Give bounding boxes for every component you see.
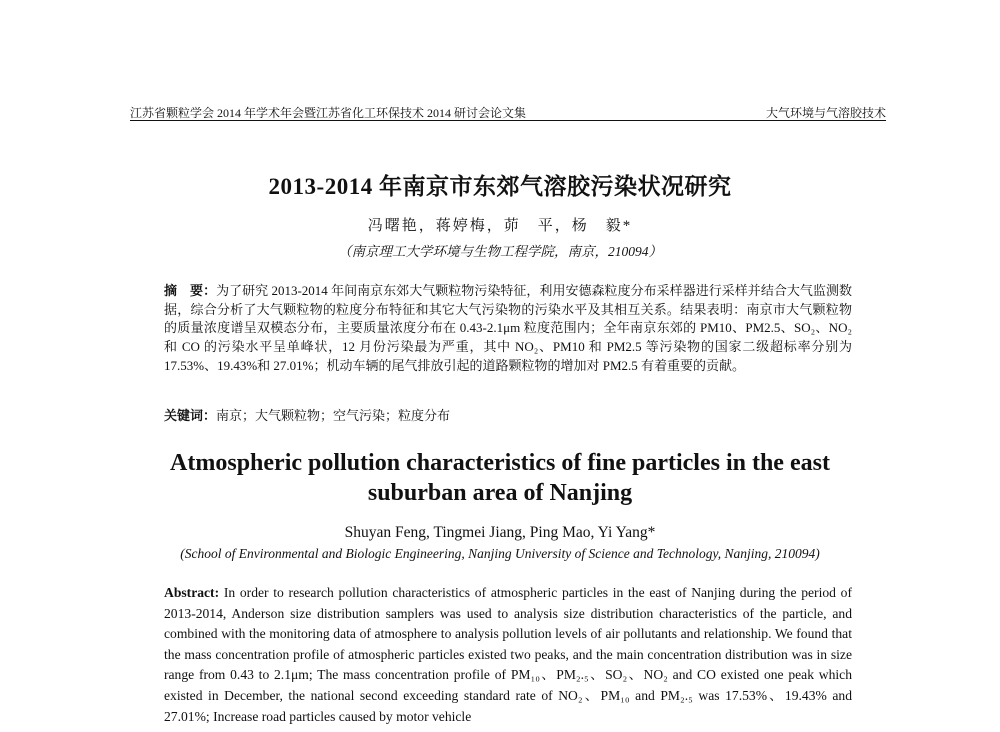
authors-english: Shuyan Feng, Tingmei Jiang, Ping Mao, Yi Yang* [344,524,656,541]
abstract-chinese [164,282,852,376]
keywords-chinese-text: 南京；大气颗粒物；空气污染；粒度分布 [216,408,451,423]
keywords-chinese-label: 关键词： [164,408,217,423]
running-header [130,101,886,119]
authors-chinese: 冯曙艳，蒋婷梅，茆 平，杨 毅* [367,218,633,234]
abstract-chinese-label: 摘 要： [164,283,217,298]
header-rule [130,120,886,121]
header-section: 大气环境与气溶胶技术 [765,106,886,120]
abstract-chinese-text: 为了研究 2013-2014 年间南京东郊大气颗粒物污染特征，利用安德森粒度分布采样器进行采样并结合大气监测数据，综合分析了大气颗粒物的粒度分布特征和其它大气污染物的污染水平及其相互关系。结果表明：南京市大气颗粒物的质量浓度谱呈双模态分布，主要质量浓度分布在 0.43-2.1μm 粒度范围内；全年南京东郊的 PM10、PM2.5、SO₂、NO₂和 CO 的污染水平呈单峰状，12 月份污染最为严重，其中 NO₂、PM10 和 PM2.5 等污染物的国家二级超标率分别为 17.53%、19.43%和 27.01%；机动车辆的尾气排放引起的道路颗粒物的增加对 PM2.5 有着重要的贡献。 [164,283,852,373]
affiliation-chinese: （南京理工大学环境与生物工程学院，南京，210094） [338,244,662,259]
title-english: Atmospheric pollution characteristics of fine particles in the east suburban area of Nanjing [170,450,830,506]
title-chinese: 2013-2014 年南京市东郊气溶胶污染状况研究 [268,174,732,199]
abstract-english-label: Abstract: [164,585,220,600]
abstract-english [164,583,852,727]
abstract-english-text: In order to research pollution characteristics of atmospheric particles in the east of Nanjing during the period of 2013-2014, Anderson size distribution samplers was used to analysis size distribution characteristics of the particle, and combined with the monitoring data of atmosphere to analysis pollution levels of air pollutants and relationship. We found that the mass concentration profile of atmospheric particles existed two peaks, and the main concentration distribution was in size range from 0.43 to 2.1μm; The mass concentration profile of PM₁₀、PM₂.₅、SO₂、NO₂ and CO existed one peak which existed in December, the national second exceeding standard rate of NO₂、PM₁₀ and PM₂.₅ was 17.53%、19.43% and 27.01%; Increase road particles caused by motor vehicle [164,585,852,724]
affiliation-english: (School of Environmental and Biologic Engineering, Nanjing University of Science and Technology, Nanjing, 210094) [180,546,820,561]
keywords-chinese [164,405,852,424]
header-proceedings: 江苏省颗粒学会 2014 年学术年会暨江苏省化工环保技术 2014 研讨会论文集 [130,106,527,120]
